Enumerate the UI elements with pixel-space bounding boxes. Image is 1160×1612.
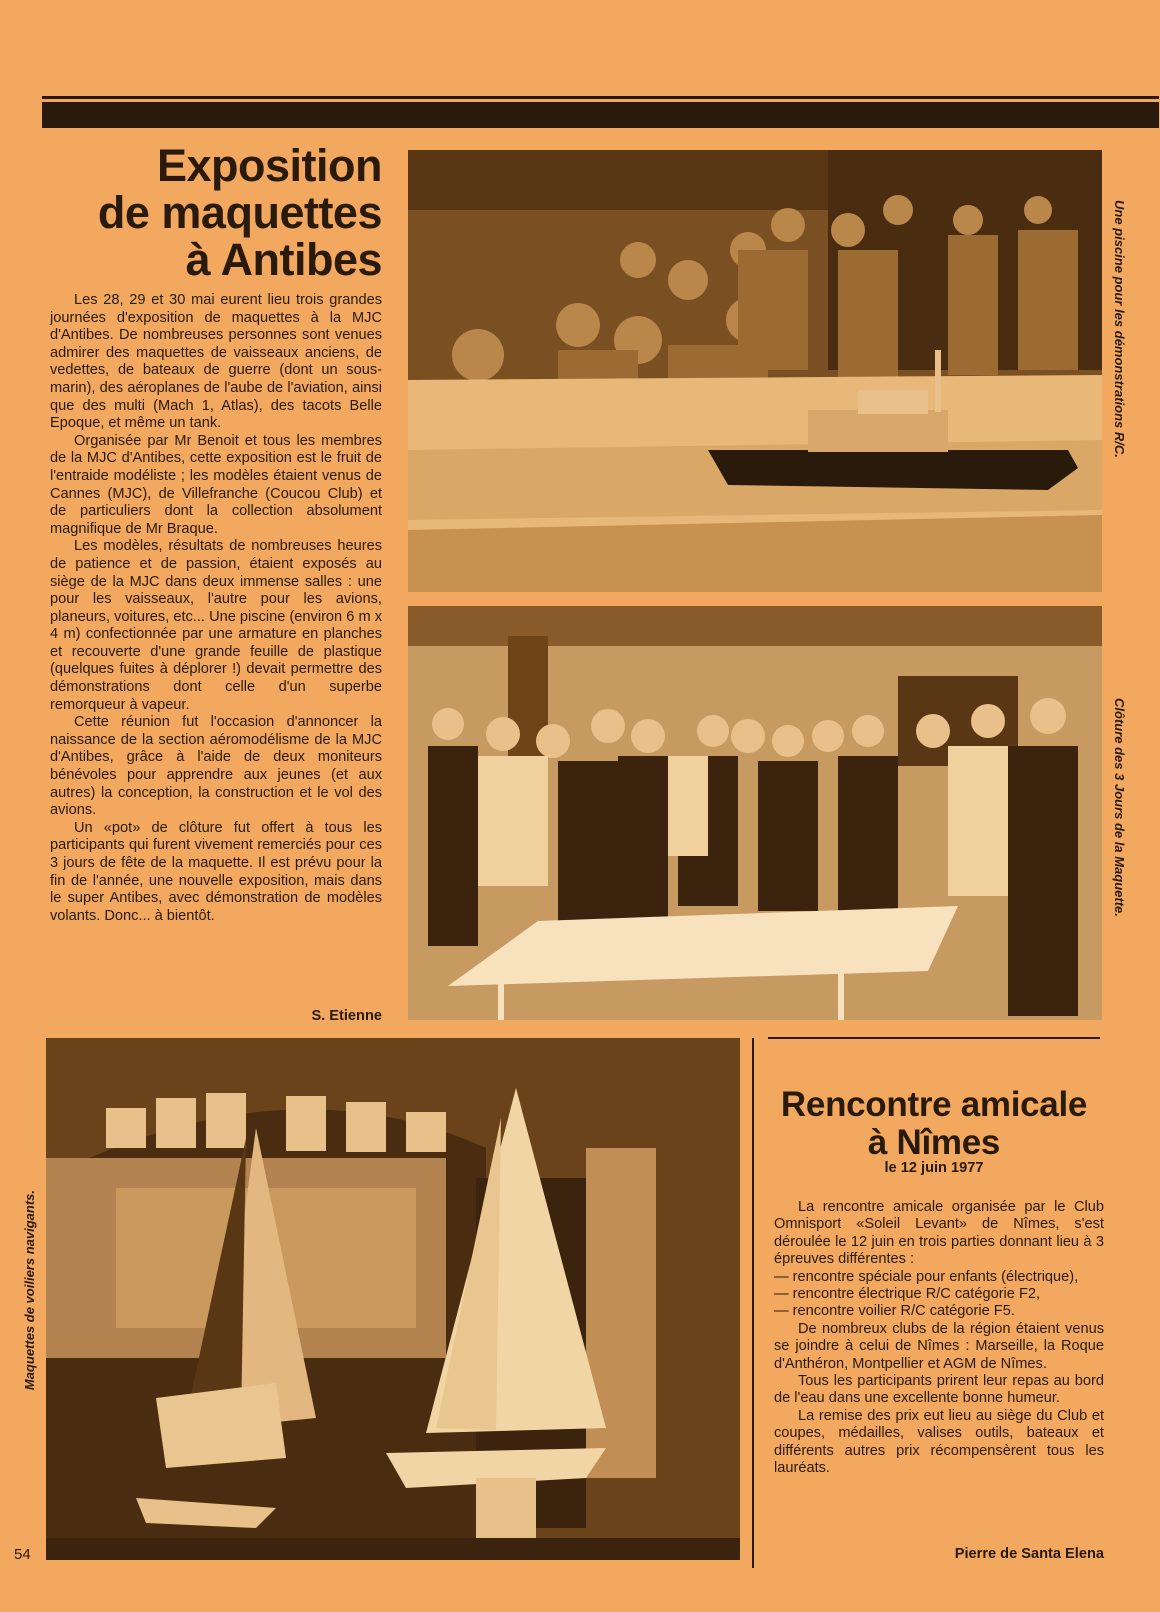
column-top-rule	[768, 1037, 1100, 1039]
paragraph: Un «pot» de clôture fut offert à tous les participants qui furent vivement remerciés pour ces 3 jours de fête de la maquette. Il est prévu pour la fin de l'année, une nouvelle exposition, mais dans le super Antibes, avec démonstration de modèles volants. Donc... à bientôt.	[50, 819, 382, 924]
header-band	[42, 102, 1159, 128]
photo-sailboats	[46, 1038, 740, 1560]
paragraph: La rencontre amicale organisée par le Club Omnisport «Soleil Levant» de Nîmes, s'est déroulée le 12 juin en trois parties donnant lieu à 3 épreuves différentes :	[774, 1199, 1104, 1268]
article-date-nimes: le 12 juin 1977	[884, 1160, 984, 1176]
caption-group: Clôture des 3 Jours de la Maquette.	[1112, 698, 1127, 917]
paragraph: De nombreux clubs de la région étaient venus se joindre à celui de Nîmes : Marseille, la Roque d'Anthéron, Montpellier et AGM de Nîmes.	[774, 1320, 1104, 1372]
list-item: — rencontre voilier R/C catégorie F5.	[774, 1303, 1015, 1320]
paragraph: Tous les participants prirent leur repas au bord de l'eau dans une excellente bonne humeur.	[774, 1373, 1104, 1407]
list-item: — rencontre spéciale pour enfants (électrique),	[774, 1268, 1079, 1285]
paragraph: Cette réunion fut l'occasion d'annoncer la naissance de la section aéromodélisme de la MJC d'Antibes, grâce à l'aide de deux moniteurs bénévoles pour apprendre aux jeunes (et aux autres) la conception, la construction et le vol des avions.	[50, 714, 382, 819]
paragraph: Les modèles, résultats de nombreuses heures de patience et de passion, étaient exposés au siège de la MJC dans deux immense salles : une pour les vaisseaux, l'autre pour les avions, planeurs, voitures, etc... Une piscine (environ 6 m x 4 m) confectionnée par une armature en planches et recouverte d'une grande feuille de plastique (quelques fuites à déplorer !) devait permettre des démonstrations dont celle d'un superbe remorqueur à vapeur.	[50, 538, 382, 713]
paragraph: Les 28, 29 et 30 mai eurent lieu trois grandes journées d'exposition de maquettes à la MJC d'Antibes. De nombreuses personnes sont venues admirer des maquettes de vaisseaux anciens, de vedettes, de bateaux de guerre (dont un sous-marin), des aéroplanes de l'aube de l'aviation, ainsi que des multi (Mach 1, Atlas), des tacots Belle Epoque, et même un tank.	[50, 292, 382, 432]
list-item: — rencontre électrique R/C catégorie F2,	[774, 1286, 1041, 1303]
page-number: 54	[14, 1546, 31, 1563]
signature-antibes: S. Etienne	[311, 1008, 382, 1024]
article-title-antibes: Exposition de maquettes à Antibes	[97, 140, 382, 285]
photo-pool-demonstration	[408, 150, 1102, 592]
paragraph: La remise des prix eut lieu au siège du Club et coupes, médailles, valises outils, bateaux et différents autres prix récompensèrent tous les lauréats.	[774, 1407, 1104, 1477]
paragraph: Organisée par Mr Benoit et tous les membres de la MJC d'Antibes, cette exposition est le fruit de l'entraide modéliste ; les modèles étaient venus de Cannes (MJC), de Villefranche (Coucou Club) et de particuliers dont la collection absolument magnifique de Mr Braque.	[50, 432, 382, 537]
photo-closing-group	[408, 606, 1102, 1020]
header-rule	[42, 96, 1159, 99]
article-body-nimes	[774, 1199, 1104, 1478]
caption-pool: Une piscine pour les démonstrations R/C.	[1112, 200, 1127, 458]
column-rule	[752, 1038, 754, 1568]
signature-nimes: Pierre de Santa Elena	[954, 1546, 1104, 1562]
caption-sailboats: Maquettes de voiliers navigants.	[22, 1190, 37, 1391]
article-body-antibes	[50, 292, 382, 925]
article-title-nimes: Rencontre amicale à Nîmes	[780, 1085, 1088, 1162]
